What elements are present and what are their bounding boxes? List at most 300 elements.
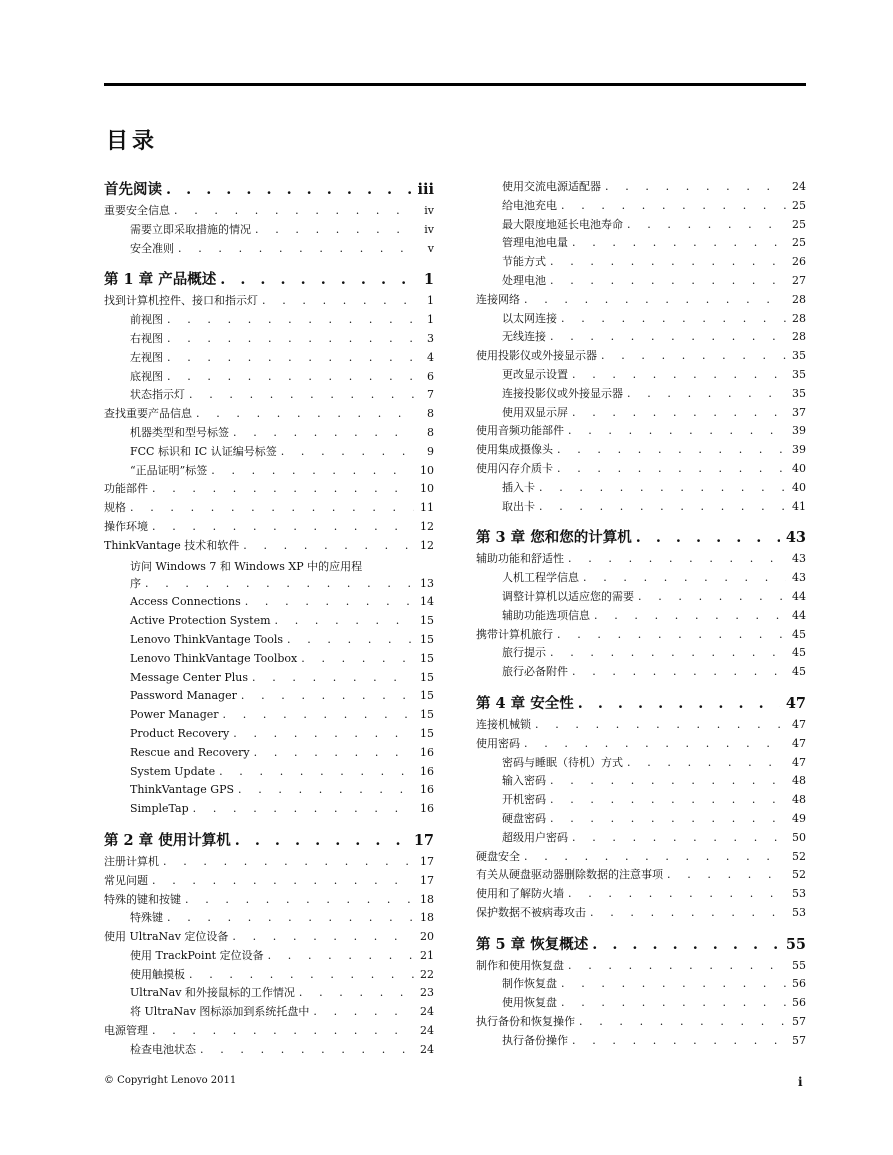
toc-entry[interactable] <box>476 754 806 773</box>
toc-entry-page: 47 <box>792 755 806 769</box>
toc-entry-label: “正品证明”标签 <box>130 463 208 477</box>
toc-entry-label: 检查电池状态 <box>130 1042 196 1056</box>
dot-leader <box>163 909 414 928</box>
toc-entry[interactable] <box>104 725 434 744</box>
toc-entry-label: 使用投影仪或外接显示器 <box>476 349 597 363</box>
toc-entry-page: 48 <box>792 793 806 807</box>
toc-entry-label: 取出卡 <box>502 499 535 513</box>
toc-entry[interactable] <box>476 848 806 867</box>
toc-entry-label: 机器类型和型号标签 <box>130 425 229 439</box>
toc-entry-label: Active Protection System <box>130 614 271 628</box>
toc-entry[interactable] <box>476 772 806 791</box>
dot-leader <box>553 441 786 460</box>
toc-entry-label: 使用集成摄像头 <box>476 443 553 457</box>
toc-entry[interactable] <box>104 706 434 725</box>
toc-entry-page: 16 <box>420 802 434 816</box>
toc-entry-label: 特殊键 <box>130 911 163 925</box>
dot-leader <box>634 588 786 607</box>
toc-entry-label: Lenovo ThinkVantage Toolbox <box>130 651 298 665</box>
dot-leader <box>309 1003 414 1022</box>
toc-entry[interactable] <box>104 872 434 891</box>
dot-leader <box>632 526 780 549</box>
toc-entry[interactable] <box>104 947 434 966</box>
toc-entry[interactable] <box>476 735 806 754</box>
toc-entry-label: Lenovo ThinkVantage Tools <box>130 632 284 646</box>
toc-entry[interactable] <box>476 404 806 423</box>
toc-entry-label: 旅行必备附件 <box>502 665 568 679</box>
toc-entry[interactable] <box>476 569 806 588</box>
toc-entry[interactable] <box>476 957 806 976</box>
dot-leader <box>271 612 414 631</box>
toc-entry[interactable] <box>104 687 434 706</box>
toc-entry-page: 1 <box>427 313 434 327</box>
toc-entry-page: 9 <box>427 444 434 458</box>
toc-entry-label: 管理电池电量 <box>502 236 568 250</box>
toc-entry[interactable] <box>104 669 434 688</box>
toc-chapter-entry[interactable] <box>476 692 806 715</box>
toc-entry[interactable] <box>476 550 806 569</box>
toc-entry[interactable] <box>476 291 806 310</box>
toc-entry-label: 左视图 <box>130 350 163 364</box>
toc-entry[interactable] <box>476 644 806 663</box>
toc-entry-page: 53 <box>792 887 806 901</box>
dot-leader <box>546 791 786 810</box>
toc-entry-page: 11 <box>420 501 434 515</box>
toc-entry-label: 首先阅读 <box>104 181 162 198</box>
dot-leader <box>231 829 408 852</box>
toc-entry-page: 43 <box>785 529 806 547</box>
toc-entry-page: 7 <box>427 388 434 402</box>
dot-leader <box>588 933 780 956</box>
dot-leader <box>250 744 414 763</box>
toc-entry-page: 47 <box>792 736 806 750</box>
toc-entry-page: 28 <box>792 311 806 325</box>
toc-entry-label: 输入密码 <box>502 774 546 788</box>
dot-leader <box>141 575 414 594</box>
dot-leader <box>241 593 414 612</box>
toc-entry[interactable] <box>476 607 806 626</box>
toc-entry[interactable] <box>104 1022 434 1041</box>
toc-entry-page: 27 <box>792 273 806 287</box>
toc-entry[interactable] <box>104 330 434 349</box>
toc-entry[interactable] <box>476 588 806 607</box>
toc-entry-page: 56 <box>792 977 806 991</box>
toc-entry-page: 23 <box>420 986 434 1000</box>
toc-entry-label: ThinkVantage 技术和软件 <box>104 538 240 552</box>
toc-entry-label: 无线连接 <box>502 330 546 344</box>
toc-entry[interactable] <box>104 202 434 221</box>
dot-leader <box>623 216 786 235</box>
dot-leader <box>162 178 411 201</box>
toc-entry[interactable] <box>476 197 806 216</box>
dot-leader <box>229 725 414 744</box>
toc-entry-label: 执行备份和恢复操作 <box>476 1015 575 1029</box>
toc-entry-page: 44 <box>792 608 806 622</box>
toc-entry-page: 45 <box>792 646 806 660</box>
toc-entry-page: 35 <box>792 349 806 363</box>
toc-entry-page: 49 <box>792 811 806 825</box>
toc-entry-label-cont: 序 <box>130 576 141 590</box>
toc-entry[interactable] <box>104 443 434 462</box>
toc-entry[interactable] <box>104 1003 434 1022</box>
toc-entry-label: 使用触摸板 <box>130 967 185 981</box>
page-number: i <box>798 1075 803 1089</box>
toc-entry[interactable] <box>476 441 806 460</box>
toc-entry-label: 右视图 <box>130 331 163 345</box>
dot-leader <box>520 291 786 310</box>
toc-entry-label: 特殊的键和按键 <box>104 892 181 906</box>
toc-entry-label: 使用恢复盘 <box>502 996 557 1010</box>
toc-entry-label: 保护数据不被病毒攻击 <box>476 905 586 919</box>
toc-entry[interactable] <box>476 328 806 347</box>
toc-entry[interactable] <box>104 984 434 1003</box>
toc-entry[interactable] <box>476 663 806 682</box>
toc-entry[interactable] <box>104 424 434 443</box>
dot-leader <box>229 424 414 443</box>
toc-entry-page: 14 <box>420 595 434 609</box>
toc-entry-page: 16 <box>420 764 434 778</box>
dot-leader <box>535 479 786 498</box>
toc-entry-label: 旅行提示 <box>502 646 546 660</box>
toc-entry[interactable] <box>476 1032 806 1051</box>
dot-leader <box>557 197 786 216</box>
toc-entry-page: 26 <box>792 255 806 269</box>
dot-leader <box>520 735 786 754</box>
toc-entry-label: 查找重要产品信息 <box>104 407 192 421</box>
toc-entry[interactable] <box>476 975 806 994</box>
toc-entry-page: 24 <box>420 1042 434 1056</box>
toc-entry[interactable] <box>104 462 434 481</box>
toc-entry-page: 21 <box>420 948 434 962</box>
toc-entry[interactable] <box>104 405 434 424</box>
toc-entry-page: 4 <box>427 350 434 364</box>
toc-entry-page: 44 <box>792 589 806 603</box>
toc-entry-label: 硬盘密码 <box>502 811 546 825</box>
dot-leader <box>553 626 786 645</box>
toc-entry-page: v <box>427 241 434 255</box>
toc-entry-label: 节能方式 <box>502 255 546 269</box>
toc-entry[interactable] <box>104 781 434 800</box>
toc-entry-label: SimpleTap <box>130 802 189 816</box>
toc-entry[interactable] <box>104 558 434 594</box>
dot-leader <box>170 202 414 221</box>
dot-leader <box>590 607 786 626</box>
toc-entry-page: 15 <box>420 670 434 684</box>
toc-entry-page: 3 <box>427 331 434 345</box>
toc-entry[interactable] <box>476 460 806 479</box>
toc-entry-page: 15 <box>420 632 434 646</box>
toc-entry-page: 1 <box>427 294 434 308</box>
toc-entry-label: 第 5 章 恢复概述 <box>476 935 589 953</box>
toc-entry-page: 16 <box>420 745 434 759</box>
toc-entry[interactable] <box>476 904 806 923</box>
dot-leader <box>228 928 414 947</box>
toc-entry-page: 17 <box>413 831 434 849</box>
toc-entry-label: 制作和使用恢复盘 <box>476 958 564 972</box>
toc-column-right <box>476 178 806 1051</box>
toc-entry[interactable] <box>104 386 434 405</box>
dot-leader <box>663 866 786 885</box>
dot-leader <box>251 221 414 240</box>
toc-entry-page: 35 <box>792 367 806 381</box>
dot-leader <box>564 957 786 976</box>
dot-leader <box>568 234 786 253</box>
toc-entry-page: 43 <box>792 552 806 566</box>
toc-entry[interactable] <box>476 310 806 329</box>
dot-leader <box>159 853 414 872</box>
toc-entry[interactable] <box>476 272 806 291</box>
toc-entry[interactable] <box>476 498 806 517</box>
toc-entry[interactable] <box>476 479 806 498</box>
toc-entry-label: 使用和了解防火墙 <box>476 887 564 901</box>
toc-entry-page: 15 <box>420 726 434 740</box>
toc-entry-label: 状态指示灯 <box>130 388 185 402</box>
toc-entry-label: 辅助功能和舒适性 <box>476 552 564 566</box>
toc-chapter-entry[interactable] <box>476 933 806 956</box>
dot-leader <box>535 498 786 517</box>
toc-entry[interactable] <box>476 626 806 645</box>
toc-entry-label: 第 3 章 您和您的计算机 <box>476 529 632 547</box>
dot-leader <box>148 1022 414 1041</box>
toc-entry-page: 43 <box>792 571 806 585</box>
toc-entry[interactable] <box>104 368 434 387</box>
toc-entry-label: 注册计算机 <box>104 854 159 868</box>
toc-entry[interactable] <box>476 994 806 1013</box>
toc-entry-page: 8 <box>427 407 434 421</box>
toc-entry-label: 底视图 <box>130 369 163 383</box>
toc-entry-page: 39 <box>792 443 806 457</box>
toc-entry-page: 13 <box>420 576 434 590</box>
toc-entry-label: 调整计算机以适应您的需要 <box>502 589 634 603</box>
toc-entry-label: 最大限度地延长电池寿命 <box>502 217 623 231</box>
toc-entry[interactable] <box>104 518 434 537</box>
toc-entry[interactable] <box>104 800 434 819</box>
toc-entry-page: 17 <box>420 873 434 887</box>
toc-entry-label: 第 4 章 安全性 <box>476 694 574 712</box>
toc-entry-label: 使用音频功能部件 <box>476 424 564 438</box>
toc-chapter-entry[interactable] <box>104 829 434 852</box>
toc-entry-label: 人机工程学信息 <box>502 571 579 585</box>
dot-leader <box>248 669 414 688</box>
toc-entry[interactable] <box>104 612 434 631</box>
toc-entry[interactable] <box>104 1041 434 1060</box>
toc-entry-label: 操作环境 <box>104 519 148 533</box>
toc-entry[interactable] <box>104 928 434 947</box>
toc-entry-page: 40 <box>792 480 806 494</box>
dot-leader <box>586 904 786 923</box>
dot-leader <box>219 706 414 725</box>
toc-entry-label: 密码与睡眠（待机）方式 <box>502 755 623 769</box>
dot-leader <box>623 754 786 773</box>
dot-leader <box>126 499 414 518</box>
toc-entry-label: UltraNav 和外接鼠标的工作情况 <box>130 986 295 1000</box>
toc-entry[interactable] <box>104 593 434 612</box>
toc-entry-page: 28 <box>792 330 806 344</box>
toc-entry[interactable] <box>104 480 434 499</box>
toc-entry[interactable] <box>476 885 806 904</box>
toc-entry-label: Product Recovery <box>130 726 230 740</box>
toc-entry-page: 6 <box>427 369 434 383</box>
toc-entry-page: 45 <box>792 665 806 679</box>
toc-entry[interactable] <box>104 909 434 928</box>
dot-leader <box>520 848 786 867</box>
toc-entry-page: 35 <box>792 386 806 400</box>
toc-entry-label: 连接网络 <box>476 292 520 306</box>
top-rule <box>104 83 806 86</box>
toc-entry-page: 1 <box>423 271 434 289</box>
toc-entry-page: 40 <box>792 461 806 475</box>
dot-leader <box>546 328 786 347</box>
toc-entry-label: 规格 <box>104 501 126 515</box>
toc-entry-label: 找到计算机控件、接口和指示灯 <box>104 294 258 308</box>
dot-leader <box>579 569 786 588</box>
toc-entry-page: 25 <box>792 236 806 250</box>
toc-entry-page: 45 <box>792 627 806 641</box>
toc-entry-page: 12 <box>420 519 434 533</box>
page-title: 目录 <box>106 128 159 154</box>
dot-leader <box>163 349 414 368</box>
toc-entry-page: 52 <box>792 849 806 863</box>
toc-entry-label: 有关从硬盘驱动器删除数据的注意事项 <box>476 868 663 882</box>
toc-entry-page: 55 <box>785 935 806 953</box>
toc-entry-page: iv <box>424 222 434 236</box>
toc-entry[interactable] <box>476 366 806 385</box>
toc-entry[interactable] <box>476 216 806 235</box>
toc-entry-label: 携带计算机旅行 <box>476 627 553 641</box>
toc-entry-label: 安全准则 <box>130 241 174 255</box>
toc-entry-label: 辅助功能选项信息 <box>502 608 590 622</box>
toc-entry-label: Power Manager <box>130 708 219 722</box>
dot-leader <box>163 330 414 349</box>
toc-entry[interactable] <box>476 253 806 272</box>
toc-entry-page: 24 <box>420 1005 434 1019</box>
dot-leader <box>297 650 414 669</box>
dot-leader <box>277 443 414 462</box>
toc-entry-label: 需要立即采取措施的情况 <box>130 222 251 236</box>
toc-entry-label: 插入卡 <box>502 480 535 494</box>
toc-chapter-entry[interactable] <box>476 526 806 549</box>
dot-leader <box>574 692 780 715</box>
toc-entry[interactable] <box>104 891 434 910</box>
dot-leader <box>189 800 414 819</box>
dot-leader <box>575 1013 786 1032</box>
dot-leader <box>181 891 414 910</box>
dot-leader <box>531 716 786 735</box>
dot-leader <box>546 272 786 291</box>
toc-entry-label: Message Center Plus <box>130 670 249 684</box>
toc-entry-label: 前视图 <box>130 313 163 327</box>
toc-entry-page: 17 <box>420 854 434 868</box>
toc-entry-page: 25 <box>792 198 806 212</box>
toc-entry-page: 8 <box>427 425 434 439</box>
toc-entry-page: 16 <box>420 783 434 797</box>
toc-entry[interactable] <box>476 422 806 441</box>
toc-entry-page: 22 <box>420 967 434 981</box>
toc-entry-page: 24 <box>792 180 806 193</box>
toc-entry[interactable] <box>104 292 434 311</box>
toc-entry-label: 使用交流电源适配器 <box>502 180 601 193</box>
toc-entry[interactable] <box>476 791 806 810</box>
toc-entry[interactable] <box>476 810 806 829</box>
copyright-notice: © Copyright Lenovo 2011 <box>104 1075 237 1086</box>
toc-entry[interactable] <box>476 1013 806 1032</box>
toc-entry-page: 25 <box>792 217 806 231</box>
toc-entry-page: 15 <box>420 708 434 722</box>
dot-leader <box>295 984 414 1003</box>
toc-entry-page: 56 <box>792 996 806 1010</box>
toc-entry-label: Password Manager <box>130 689 237 703</box>
toc-entry[interactable] <box>476 866 806 885</box>
dot-leader <box>216 268 414 291</box>
toc-entry-label: 使用闪存介质卡 <box>476 461 553 475</box>
toc-entry-label: 电源管理 <box>104 1024 148 1038</box>
toc-entry-label: 使用双显示屏 <box>502 405 568 419</box>
toc-chapter-entry[interactable] <box>104 178 434 201</box>
toc-entry[interactable] <box>104 763 434 782</box>
dot-leader <box>237 687 414 706</box>
toc-entry[interactable] <box>104 311 434 330</box>
dot-leader <box>163 368 414 387</box>
toc-entry-label: Access Connections <box>130 595 241 609</box>
dot-leader <box>564 550 786 569</box>
toc-entry-page: 55 <box>792 958 806 972</box>
dot-leader <box>185 386 414 405</box>
dot-leader <box>546 644 786 663</box>
toc-entry-label: 制作恢复盘 <box>502 977 557 991</box>
toc-entry[interactable] <box>476 234 806 253</box>
toc-entry-page: 47 <box>785 694 806 712</box>
toc-entry-label: 给电池充电 <box>502 198 557 212</box>
toc-entry-page: 47 <box>792 717 806 731</box>
toc-entry-label: 以太网连接 <box>502 311 557 325</box>
toc-entry-label: FCC 标识和 IC 认证编号标签 <box>130 444 277 458</box>
toc-entry-label: Rescue and Recovery <box>130 745 250 759</box>
dot-leader <box>568 1032 786 1051</box>
dot-leader <box>185 966 414 985</box>
toc-entry-label: System Update <box>130 764 216 778</box>
toc-entry[interactable] <box>104 499 434 518</box>
toc-entry-page: iv <box>424 204 434 217</box>
toc-entry[interactable] <box>476 178 806 197</box>
toc-entry[interactable] <box>104 221 434 240</box>
toc-entry[interactable] <box>476 347 806 366</box>
dot-leader <box>557 310 786 329</box>
toc-entry-page: 53 <box>792 905 806 919</box>
toc-entry-label: 常见问题 <box>104 873 148 887</box>
dot-leader <box>148 518 414 537</box>
toc-entry-page: 52 <box>792 868 806 882</box>
toc-entry[interactable] <box>104 240 434 259</box>
dot-leader <box>239 537 414 556</box>
toc-entry[interactable] <box>104 650 434 669</box>
toc-entry[interactable] <box>476 829 806 848</box>
toc-entry[interactable] <box>104 631 434 650</box>
toc-entry[interactable] <box>104 349 434 368</box>
dot-leader <box>623 385 786 404</box>
toc-entry-label: 使用密码 <box>476 736 520 750</box>
toc-entry[interactable] <box>104 853 434 872</box>
toc-entry[interactable] <box>104 744 434 763</box>
dot-leader <box>568 829 786 848</box>
toc-entry-page: 15 <box>420 614 434 628</box>
toc-entry[interactable] <box>104 537 434 556</box>
toc-chapter-entry[interactable] <box>104 268 434 291</box>
toc-entry[interactable] <box>104 966 434 985</box>
toc-entry[interactable] <box>476 716 806 735</box>
dot-leader <box>207 462 414 481</box>
toc-entry[interactable] <box>476 385 806 404</box>
dot-leader <box>601 178 786 197</box>
